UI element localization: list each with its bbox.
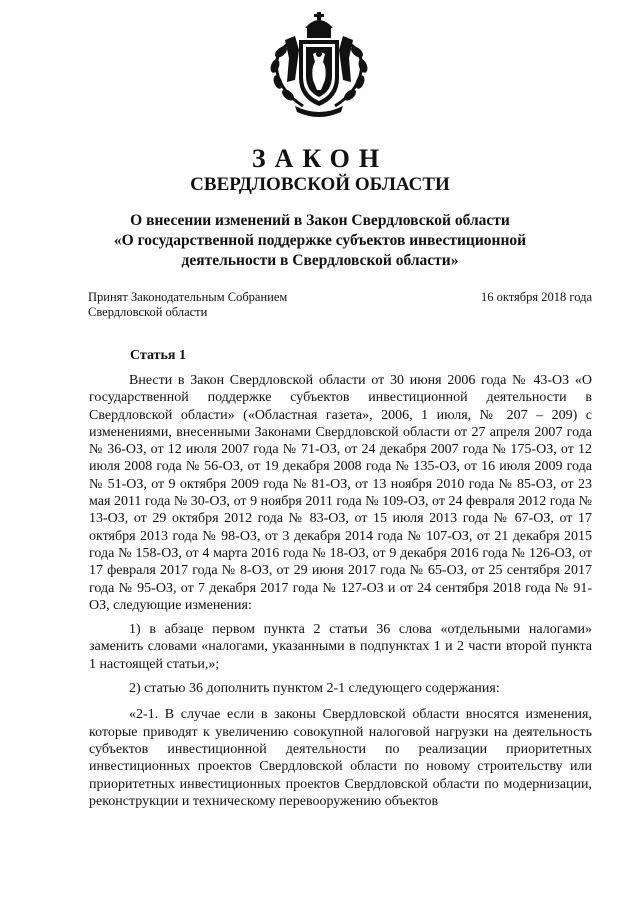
article-paragraph: 2) статью 36 дополнить пунктом 2-1 следующего содержания:: [129, 681, 500, 697]
region-title: СВЕРДЛОВСКОЙ ОБЛАСТИ: [190, 174, 450, 195]
article-title: Статья 1: [130, 348, 186, 363]
adoption-line: Свердловской области: [88, 305, 208, 319]
article-paragraph: Внести в Закон Свердловской области от 30 июня 2006 года № 43-ОЗ «О государственной поддержке субъектов инвестиционной деятельности в Свердловской области» («Областная газета», 2006, 1 июля, № 207 – 209) с изменениями, внесенными Законами Свердловской области от 27 апреля 2007 года № 36-ОЗ, от 12 июля 2007 года № 71-ОЗ, от 24 декабря 2007 года № 175-ОЗ, от 12 июля 2008 года № 56-ОЗ, от 19 декабря 2008 года № 135-ОЗ, от 16 июля 2009 года № 51-ОЗ, от 9 октября 2009 года № 81-ОЗ, от 13 ноября 2010 года № 85-ОЗ, от 23 мая 2011 года № 30-ОЗ, от 9 ноября 2011 года № 109-ОЗ, от 24 февраля 2012 года № 13-ОЗ, от 29 октября 2012 года № 83-ОЗ, от 15 июля 2013 года № 67-ОЗ, от 17 октября 2013 года № 98-ОЗ, от 3 декабря 2014 года № 107-ОЗ, от 21 декабря 2015 года № 158-ОЗ, от 4 марта 2016 года № 18-ОЗ, от 9 декабря 2016 года № 126-ОЗ, от 17 февраля 2017 года № 8-ОЗ, от 29 июня 2017 года № 65-ОЗ, от 25 сентября 2017 года № 95-ОЗ, от 7 декабря 2017 года № 127-ОЗ и от 24 сентября 2018 года № 91-ОЗ, следующие изменения:: [89, 373, 592, 613]
adoption-line: Принят Законодательным Собранием: [88, 290, 288, 304]
heading-line: деятельности в Свердловской области»: [181, 252, 459, 269]
law-title: ЗАКОН: [251, 144, 389, 173]
heading-line: «О государственной поддержке субъектов инвестиционной: [113, 232, 527, 249]
heading-line: О внесении изменений в Закон Свердловской области: [130, 212, 510, 229]
article-body: [89, 372, 592, 810]
article-paragraph: «2-1. В случае если в законы Свердловской области вносятся изменения, которые приводят к увеличению совокупной налоговой нагрузки на деятельность субъектов инвестиционной деятельности по реализации приоритетных инвестиционных проектов Свердловской области по новому строительству или приоритетных инвестиционных проектов Свердловской области по модернизации, реконструкции и техническому перевооружению объектов: [89, 707, 592, 809]
coat-of-arms-icon: [255, 10, 383, 120]
adoption-authority: [88, 290, 287, 320]
adoption-date: 16 октября 2018 года: [480, 290, 592, 304]
article-paragraph: 1) в абзаце первом пункта 2 статьи 36 слова «отдельными налогами» заменить словами «налогами, указанными в подпунктах 1 и 2 части второй пункта 1 настоящей статьи,»;: [89, 622, 592, 672]
law-heading: [0, 211, 640, 271]
